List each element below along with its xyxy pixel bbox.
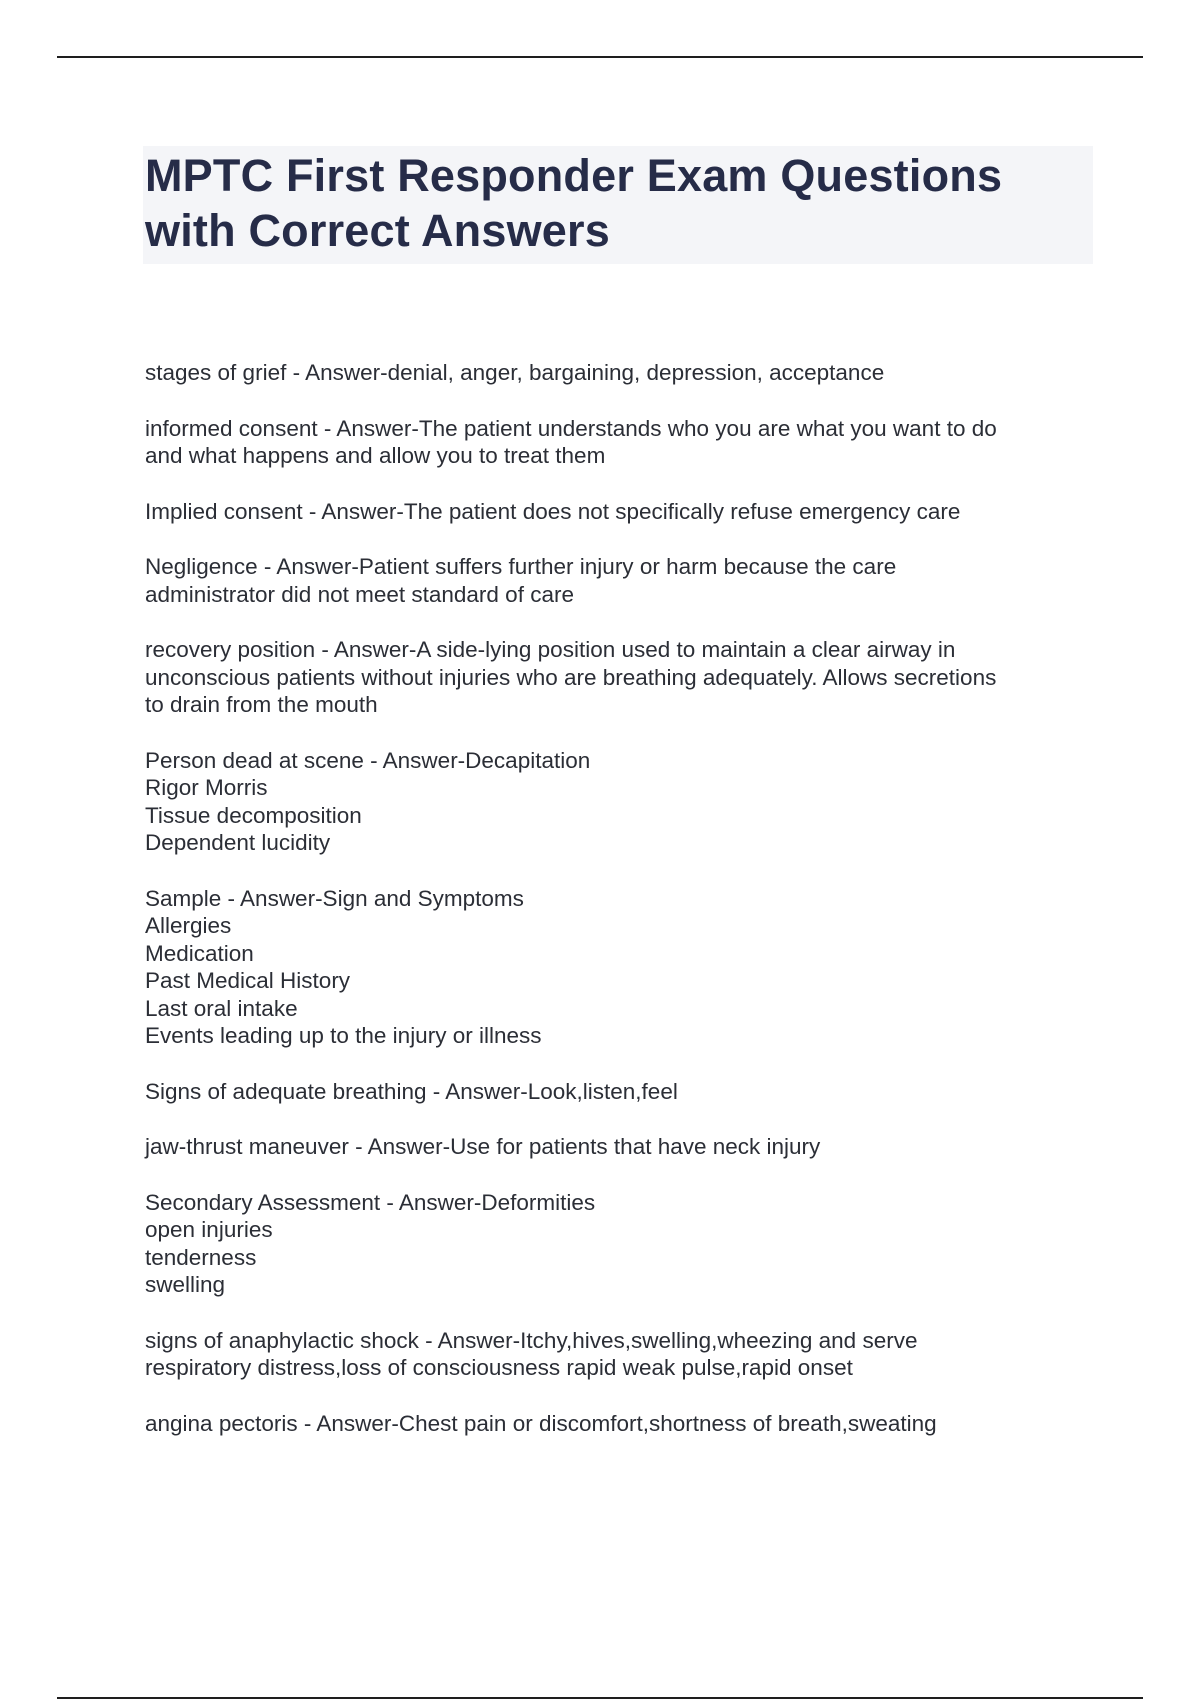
qa-line: Dependent lucidity xyxy=(145,830,331,855)
qa-line: Implied consent - Answer-The patient does not specifically refuse emergency care xyxy=(145,498,961,524)
qa-line: Allergies xyxy=(145,913,232,938)
title-line: MPTC First Responder Exam Questions xyxy=(145,150,1003,201)
qa-item xyxy=(145,636,1085,719)
title-line: with Correct Answers xyxy=(145,205,610,256)
qa-item xyxy=(145,1189,1085,1299)
qa-item xyxy=(145,1133,1085,1161)
qa-line: and what happens and allow you to treat them xyxy=(145,443,606,468)
title-block xyxy=(143,146,1093,264)
qa-line: swelling xyxy=(145,1272,226,1297)
qa-item xyxy=(145,1410,1085,1438)
qa-line: unconscious patients without injuries who are breathing adequately. Allows secretions xyxy=(145,664,997,690)
qa-line: stages of grief - Answer-denial, anger, bargaining, depression, acceptance xyxy=(145,360,885,385)
qa-line: Medication xyxy=(145,940,254,966)
qa-line: angina pectoris - Answer-Chest pain or discomfort,shortness of breath,sweating xyxy=(145,1410,937,1436)
qa-line: signs of anaphylactic shock - Answer-Itchy,hives,swelling,wheezing and serve xyxy=(145,1327,918,1353)
qa-line: tenderness xyxy=(145,1244,257,1270)
qa-item xyxy=(145,747,1085,857)
bottom-rule xyxy=(57,1697,1143,1699)
qa-line: Tissue decomposition xyxy=(145,802,362,828)
qa-line: informed consent - Answer-The patient understands who you are what you want to do xyxy=(145,415,997,441)
qa-item xyxy=(145,1078,1085,1106)
qa-item xyxy=(145,553,1085,608)
qa-line: open injuries xyxy=(145,1217,273,1242)
qa-line: Last oral intake xyxy=(145,995,298,1021)
qa-item xyxy=(145,498,1085,526)
qa-list xyxy=(145,359,1085,1465)
qa-item xyxy=(145,1327,1085,1382)
qa-item xyxy=(145,885,1085,1050)
qa-line: recovery position - Answer-A side-lying position used to maintain a clear airway in xyxy=(145,637,956,662)
qa-line: Events leading up to the injury or illness xyxy=(145,1023,542,1048)
qa-line: Negligence - Answer-Patient suffers further injury or harm because the care xyxy=(145,554,897,579)
qa-line: Past Medical History xyxy=(145,968,351,993)
qa-line: respiratory distress,loss of consciousness rapid weak pulse,rapid onset xyxy=(145,1355,853,1380)
qa-line: Person dead at scene - Answer-Decapitation xyxy=(145,747,591,773)
top-rule xyxy=(57,56,1143,58)
qa-line: jaw-thrust maneuver - Answer-Use for patients that have neck injury xyxy=(145,1134,821,1159)
qa-item xyxy=(145,415,1085,470)
document-title xyxy=(145,148,1093,258)
qa-item xyxy=(145,359,1085,387)
qa-line: Secondary Assessment - Answer-Deformities xyxy=(145,1189,596,1215)
qa-line: administrator did not meet standard of care xyxy=(145,581,574,607)
qa-line: to drain from the mouth xyxy=(145,692,378,717)
qa-line: Signs of adequate breathing - Answer-Look,listen,feel xyxy=(145,1078,678,1104)
qa-line: Rigor Morris xyxy=(145,775,268,800)
qa-line: Sample - Answer-Sign and Symptoms xyxy=(145,885,524,911)
